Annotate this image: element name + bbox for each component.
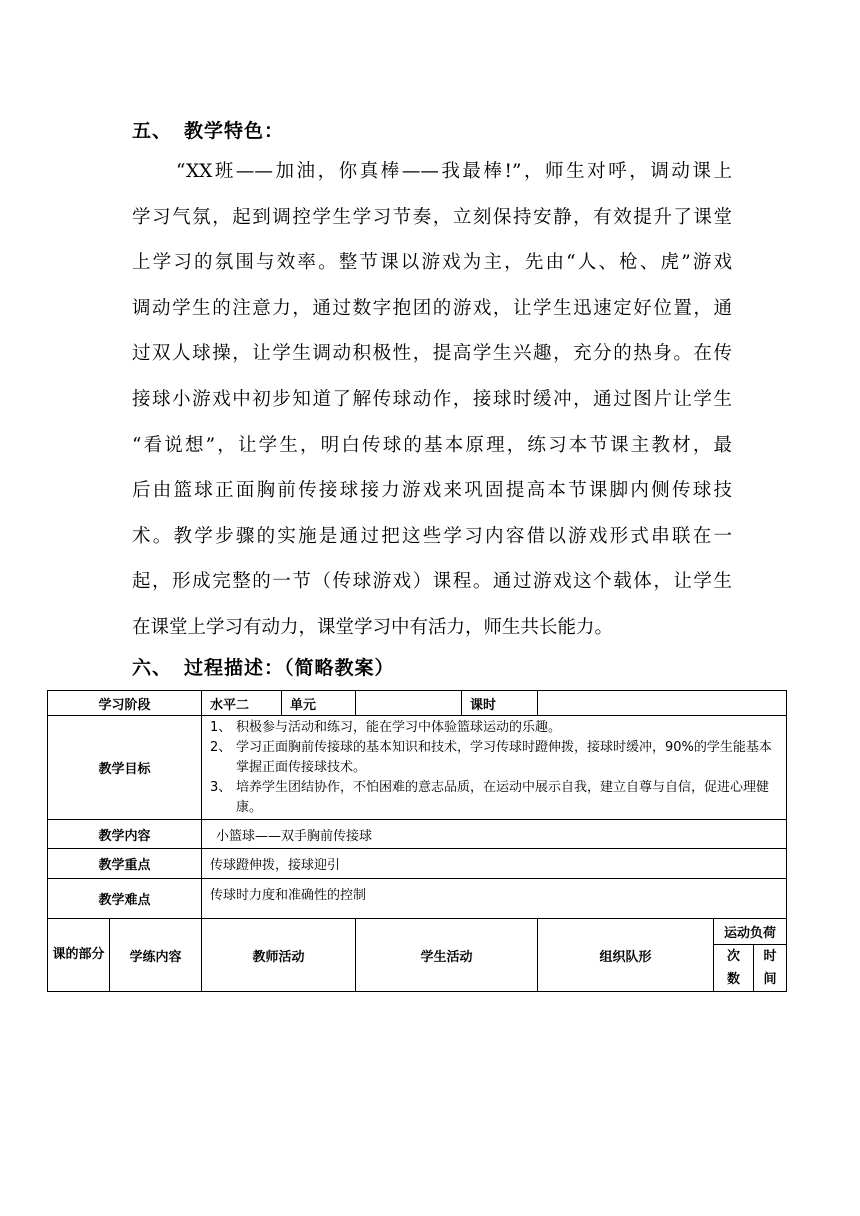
- goal-text: 学习正面胸前传接球的基本知识和技术，学习传球时蹬伸拨，接球时缓冲，90%的学生能基本掌握正面传接球技术。: [236, 739, 772, 775]
- lesson-plan-table: [47, 690, 787, 992]
- stage-label: 学习阶段: [48, 691, 202, 716]
- teaching-features-paragraph: [132, 156, 732, 658]
- section-6-number: 六、: [132, 657, 173, 679]
- col-student-activity: 学生活动: [356, 919, 538, 992]
- paragraph-line: “XX班——加油，你真棒——我最棒!”，师生对呼，调动课上: [176, 161, 732, 182]
- paragraph-line: “看说想”，让学生，明白传球的基本原理，练习本节课主教材，最: [132, 434, 732, 456]
- paragraph-line: 学习气氛，起到调控学生学习节奏，立刻保持安静，有效提升了课堂: [132, 206, 732, 228]
- paragraph-line: 调动学生的注意力，通过数字抱团的游戏，让学生迅速定好位置，通: [132, 297, 732, 319]
- goal-number: 1、: [210, 719, 232, 735]
- paragraph-line: 术。教学步骤的实施是通过把这些学习内容借以游戏形式串联在一: [132, 525, 732, 547]
- goal-item: [210, 738, 778, 778]
- section-5-heading: [132, 116, 284, 143]
- col-exercise-load: 运动负荷: [714, 919, 787, 945]
- goal-item: [210, 778, 778, 818]
- col-practice-content: 学练内容: [110, 919, 202, 992]
- section-6-heading: [132, 653, 395, 680]
- paragraph-line: 起，形成完整的一节（传球游戏）课程。通过游戏这个载体，让学生: [132, 571, 732, 593]
- paragraph-line: 在课堂上学习有动力，课堂学习中有活力，师生共长能力。: [132, 616, 614, 638]
- goal-text: 积极参与活动和练习，能在学习中体验篮球运动的乐趣。: [236, 719, 562, 735]
- section-5-number: 五、: [132, 120, 173, 142]
- table-row: [48, 879, 787, 919]
- content-label: 教学内容: [48, 820, 202, 849]
- table-row: [48, 820, 787, 849]
- key-point-value: 传球蹬伸拨，接球迎引: [202, 849, 787, 879]
- col-teacher-activity: 教师活动: [202, 919, 356, 992]
- difficulty-label: 教学难点: [48, 879, 202, 919]
- paragraph-line: 过双人球操，让学生调动积极性，提高学生兴趣，充分的热身。在传: [132, 343, 732, 365]
- content-value: 小篮球——双手胸前传接球: [202, 820, 787, 849]
- table-row: [48, 691, 787, 716]
- col-time: 时间: [754, 945, 787, 992]
- unit-label: 单元: [282, 691, 356, 716]
- table-header-row: [48, 919, 787, 945]
- goal-number: 2、: [210, 739, 232, 755]
- section-5-title: 教学特色：: [184, 120, 285, 142]
- paragraph-line: 上学习的氛围与效率。整节课以游戏为主，先由“人、枪、虎”游戏: [132, 252, 732, 274]
- section-6-title: 过程描述：（简略教案）: [184, 657, 395, 679]
- difficulty-value: 传球时力度和准确性的控制: [202, 879, 787, 919]
- period-label: 课时: [462, 691, 538, 716]
- paragraph-line: 后由篮球正面胸前传接球接力游戏来巩固提高本节课脚内侧传球技: [132, 480, 732, 502]
- col-lesson-part: 课的部分: [48, 919, 110, 992]
- stage-value: 水平二: [202, 691, 282, 716]
- paragraph-line: 接球小游戏中初步知道了解传球动作，接球时缓冲，通过图片让学生: [132, 388, 732, 410]
- goal-item: [210, 718, 778, 738]
- goal-text: 培养学生团结协作，不怕困难的意志品质，在运动中展示自我，建立自尊与自信，促进心理健康。: [236, 779, 770, 815]
- goals-label: 教学目标: [48, 716, 202, 820]
- table-row: [48, 716, 787, 820]
- goals-cell: [202, 716, 787, 820]
- col-formation: 组织队形: [538, 919, 714, 992]
- table-row: [48, 849, 787, 879]
- unit-value: [356, 691, 462, 716]
- period-value: [538, 691, 787, 716]
- goal-number: 3、: [210, 779, 232, 795]
- key-point-label: 教学重点: [48, 849, 202, 879]
- col-times: 次数: [714, 945, 754, 992]
